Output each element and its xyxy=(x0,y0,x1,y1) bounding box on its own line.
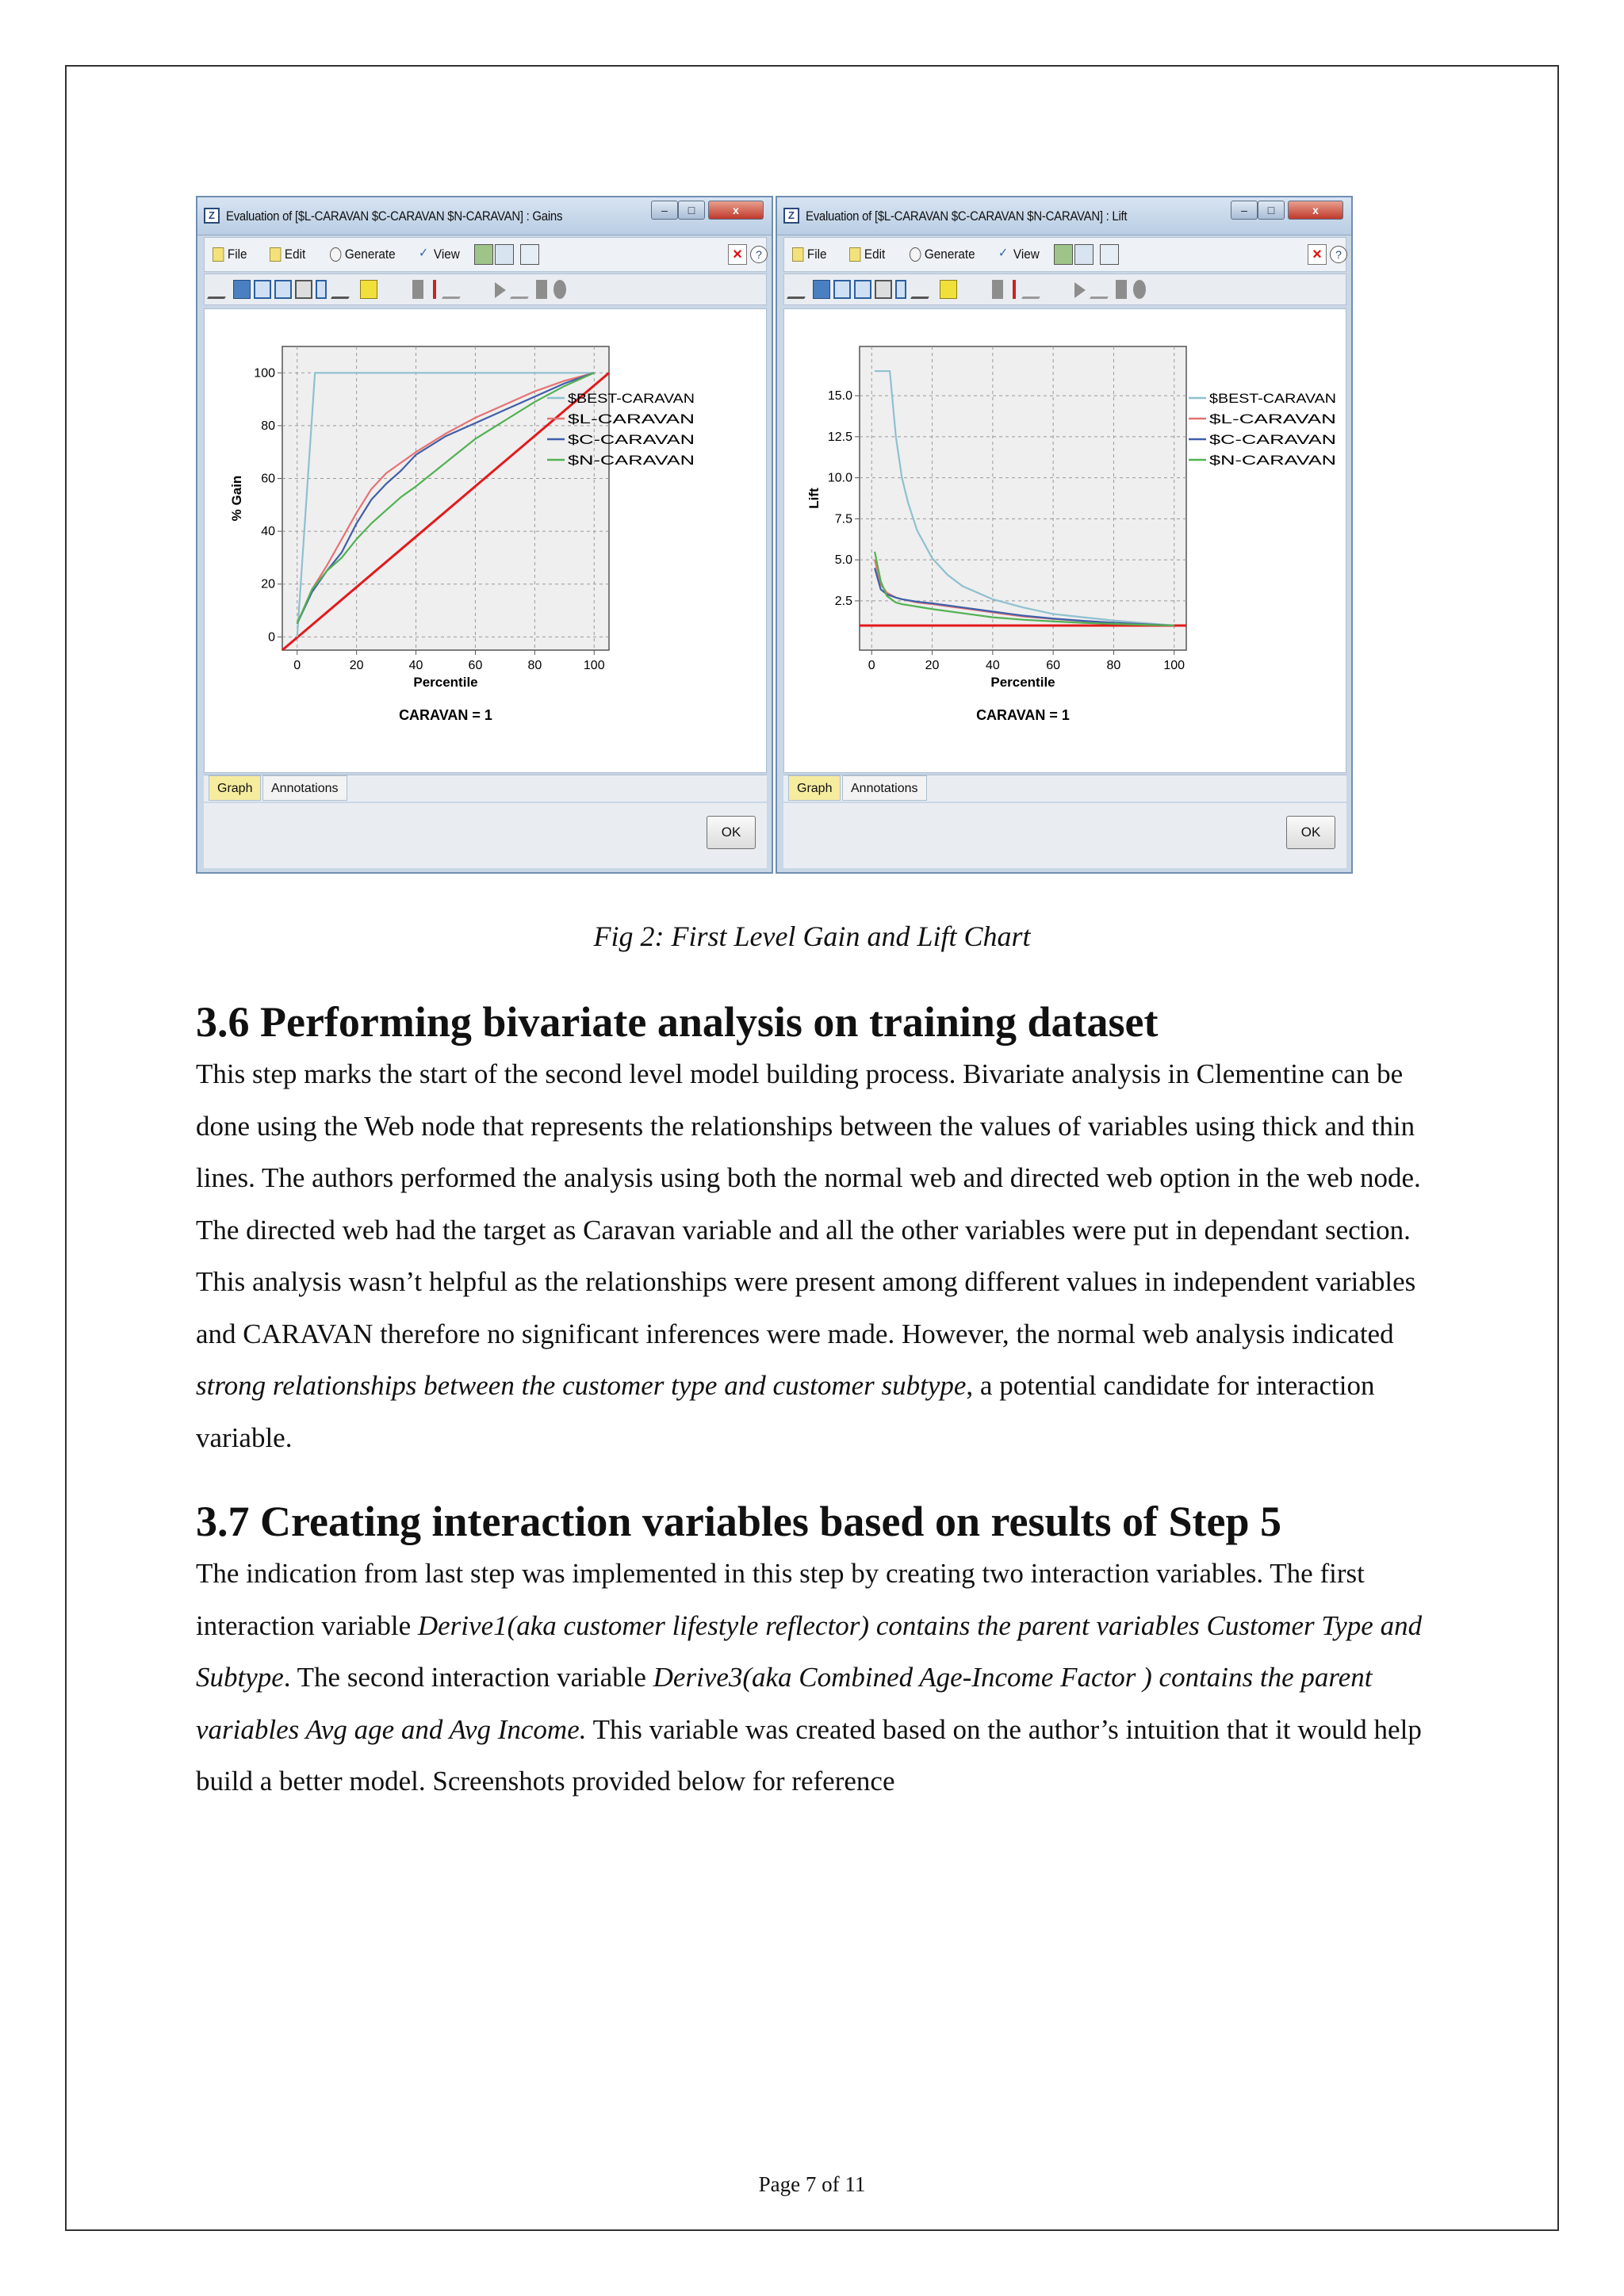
plot-area xyxy=(282,346,609,650)
italic-text: strong relationships between the customer type and customer subtype xyxy=(196,1370,967,1401)
export-icon[interactable] xyxy=(474,244,493,265)
tick-label-y: 100 xyxy=(254,366,275,381)
chart-icon[interactable] xyxy=(520,244,539,265)
menu-view[interactable]: ✓ View xyxy=(998,247,1040,262)
tick-label-y: 7.5 xyxy=(834,512,852,526)
select-icon[interactable] xyxy=(813,280,830,299)
divider-icon xyxy=(1013,280,1016,299)
legend-label: $N-CARAVAN xyxy=(568,453,695,468)
close-icon[interactable]: × xyxy=(1308,244,1327,265)
play-icon xyxy=(1074,282,1086,298)
app-icon: Z xyxy=(204,208,220,224)
menu-generate[interactable]: Generate xyxy=(330,247,396,262)
lift-window xyxy=(776,196,1353,874)
generate-icon xyxy=(330,247,341,262)
chart-title: CARAVAN = 1 xyxy=(399,707,492,723)
tab-bar xyxy=(204,775,767,802)
record-icon xyxy=(1133,280,1146,299)
ok-button[interactable]: OK xyxy=(707,816,756,849)
tick-label-y: 20 xyxy=(261,577,275,591)
graph-canvas xyxy=(204,308,767,773)
chart-title: CARAVAN = 1 xyxy=(976,707,1070,723)
menu-edit[interactable]: Edit xyxy=(270,247,305,262)
tick-label-x: 0 xyxy=(293,659,301,672)
divider-icon xyxy=(433,280,436,299)
tick-label-x: 40 xyxy=(985,659,1000,672)
edit-icon xyxy=(849,247,860,262)
section-paragraph xyxy=(196,1048,1441,1464)
record-icon xyxy=(553,280,566,299)
minimize-button[interactable]: – xyxy=(651,201,678,220)
tick-label-x: 100 xyxy=(1163,659,1185,672)
tick-label-y: 10.0 xyxy=(827,471,852,485)
pen-icon[interactable] xyxy=(207,280,236,299)
lift-chart xyxy=(784,309,1346,773)
maximize-button[interactable]: □ xyxy=(678,201,705,220)
tools-icon[interactable] xyxy=(495,244,514,265)
file-icon xyxy=(213,247,224,262)
print-icon[interactable] xyxy=(875,280,892,299)
tick-label-x: 100 xyxy=(583,659,605,672)
tick-label-y: 60 xyxy=(261,472,275,486)
tick-label-y: 80 xyxy=(261,419,275,433)
tab-graph[interactable]: Graph xyxy=(209,775,261,801)
wand-icon xyxy=(442,280,470,299)
body-text: The indication from last step was implemented in this step by creating two interaction variables. The first interaction variable xyxy=(196,1558,1365,1641)
menu-bar xyxy=(783,237,1346,272)
pause-icon xyxy=(536,280,547,299)
play-icon xyxy=(495,282,506,298)
generate-icon xyxy=(910,247,921,262)
tick-label-y: 2.5 xyxy=(834,594,852,608)
legend-label: $C-CARAVAN xyxy=(568,432,695,447)
chart-icon[interactable] xyxy=(1100,244,1119,265)
tab-annotations[interactable]: Annotations xyxy=(262,775,347,801)
y-axis-label: % Gain xyxy=(229,475,244,522)
gains-chart xyxy=(205,309,767,773)
menu-generate[interactable]: Generate xyxy=(910,247,975,262)
body-text: , a potential candidate for interaction variable. xyxy=(196,1370,1375,1453)
window-title: Evaluation of [$L-CARAVAN $C-CARAVAN $N-CARAVAN] : Gains xyxy=(226,209,563,224)
dialog-footer xyxy=(783,803,1346,868)
section-heading: 3.7 Creating interaction variables based on results of Step 5 xyxy=(196,1498,1281,1545)
title-bar xyxy=(777,197,1351,235)
y-axis-label: Lift xyxy=(806,488,822,509)
close-button[interactable]: x xyxy=(1288,201,1343,220)
tick-label-y: 12.5 xyxy=(827,430,852,444)
pen-icon[interactable] xyxy=(787,280,815,299)
dialog-footer xyxy=(204,803,767,868)
file-icon xyxy=(792,247,803,262)
legend-label: $N-CARAVAN xyxy=(1209,453,1336,468)
menu-view[interactable]: ✓ View xyxy=(419,247,460,262)
legend-label: $L-CARAVAN xyxy=(568,411,695,427)
body-text: . The second interaction variable xyxy=(283,1662,653,1693)
italic-text: Derive1(aka customer lifestyle reflector) contains the parent variables Customer Type and Subtype xyxy=(196,1609,1423,1693)
body-text: This variable was created based on the author’s intuition that it would help build a better model. Screenshots provided below for reference xyxy=(196,1713,1422,1797)
menu-bar xyxy=(204,237,767,272)
highlight-icon[interactable] xyxy=(940,280,957,299)
menu-file[interactable]: File xyxy=(792,247,827,262)
copy-icon[interactable] xyxy=(833,280,851,299)
minimize-button[interactable]: – xyxy=(1231,201,1258,220)
close-icon[interactable]: × xyxy=(728,244,747,265)
menu-file[interactable]: File xyxy=(213,247,247,262)
select-icon[interactable] xyxy=(233,280,251,299)
axis-icon[interactable] xyxy=(316,280,327,299)
edit-icon xyxy=(270,247,281,262)
brush-icon[interactable] xyxy=(331,280,359,299)
body-text: This step marks the start of the second level model building process. Bivariate analysis in Clementine can be done using the Web node that represents the relationships between the values of variables using thick and thin lines. The authors performed the analysis using both the normal web and directed web option in the web node. The directed web had the target as Caravan variable and all the other variables were put in dependant section. This analysis wasn’t helpful as the relationships were present among different values in independent variables and CARAVAN therefore no significant inferences were made. However, the normal web analysis indicated xyxy=(196,1058,1421,1349)
tick-label-x: 60 xyxy=(1046,659,1061,672)
tick-label-x: 20 xyxy=(925,659,940,672)
title-bar xyxy=(197,197,772,235)
graph-canvas xyxy=(783,308,1346,773)
maximize-button[interactable]: □ xyxy=(1258,201,1285,220)
axis-icon[interactable] xyxy=(895,280,906,299)
figure-caption: Fig 2: First Level Gain and Lift Chart xyxy=(593,920,1031,952)
step-icon xyxy=(1090,280,1118,299)
app-icon: Z xyxy=(783,208,799,224)
tick-label-x: 60 xyxy=(468,659,483,672)
pause-icon xyxy=(1116,280,1127,299)
section-paragraph xyxy=(196,1548,1441,1808)
step-icon xyxy=(510,280,538,299)
gains-window xyxy=(196,196,773,874)
section-heading: 3.6 Performing bivariate analysis on training dataset xyxy=(196,998,1159,1046)
menu-edit[interactable]: Edit xyxy=(849,247,885,262)
tool-bar xyxy=(783,274,1346,305)
highlight-icon[interactable] xyxy=(360,280,377,299)
ok-button[interactable]: OK xyxy=(1286,816,1335,849)
legend-label: $L-CARAVAN xyxy=(1209,411,1336,427)
help-icon[interactable]: ? xyxy=(1330,246,1347,263)
copy-data-icon[interactable] xyxy=(274,280,292,299)
brush-icon[interactable] xyxy=(910,280,939,299)
tick-label-y: 0 xyxy=(268,630,275,645)
view-icon: ✓ xyxy=(419,247,429,260)
help-icon[interactable]: ? xyxy=(750,246,768,263)
wand-icon xyxy=(1021,280,1050,299)
page-number: Page 7 of 11 xyxy=(758,2172,866,2196)
view-icon: ✓ xyxy=(998,247,1009,260)
tick-label-x: 80 xyxy=(1106,659,1121,672)
close-button[interactable]: x xyxy=(708,201,764,220)
export-icon[interactable] xyxy=(1054,244,1073,265)
copy-icon[interactable] xyxy=(254,280,271,299)
x-axis-label: Percentile xyxy=(413,675,478,690)
stop-icon xyxy=(992,280,1003,299)
window-title: Evaluation of [$L-CARAVAN $C-CARAVAN $N-CARAVAN] : Lift xyxy=(806,209,1128,224)
tick-label-y: 40 xyxy=(261,525,275,539)
x-axis-label: Percentile xyxy=(990,675,1055,690)
print-icon[interactable] xyxy=(295,280,312,299)
tab-annotations[interactable]: Annotations xyxy=(842,775,927,801)
italic-text: Derive3(aka Combined Age-Income Factor ) contains the parent variables Avg age and Avg Income. xyxy=(196,1662,1373,1745)
stop-icon xyxy=(412,280,423,299)
tab-graph[interactable]: Graph xyxy=(788,775,841,801)
copy-data-icon[interactable] xyxy=(854,280,871,299)
tick-label-x: 0 xyxy=(868,659,875,672)
tab-bar xyxy=(783,775,1346,802)
legend-label: $BEST-CARAVAN xyxy=(568,391,695,406)
tick-label-x: 40 xyxy=(408,659,423,672)
tick-label-x: 80 xyxy=(527,659,542,672)
legend-label: $BEST-CARAVAN xyxy=(1209,391,1336,406)
tools-icon[interactable] xyxy=(1074,244,1094,265)
tick-label-x: 20 xyxy=(349,659,364,672)
tool-bar xyxy=(204,274,767,305)
tick-label-y: 5.0 xyxy=(834,553,852,568)
legend-label: $C-CARAVAN xyxy=(1209,432,1336,447)
tick-label-y: 15.0 xyxy=(827,389,852,404)
